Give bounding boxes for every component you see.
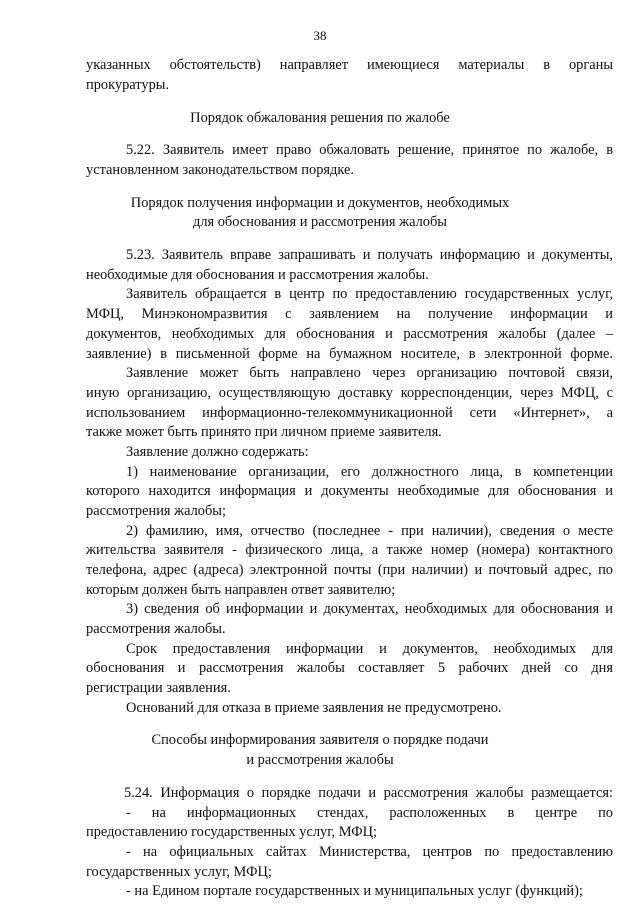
- text-line: которого находится информация и документы необходимые для обоснования и: [86, 483, 613, 499]
- section-heading-line: и рассмотрения жалобы: [246, 752, 394, 768]
- text-line: указанных обстоятельств) направляет имеющиеся материалы в органы: [86, 57, 613, 73]
- text-line: - на информационных стендах, расположенных в центре по: [126, 805, 613, 821]
- text-line: регистрации заявления.: [86, 680, 231, 696]
- section-heading-line: для обоснования и рассмотрения жалобы: [193, 214, 447, 230]
- text-line: обоснования и рассмотрения жалобы составляет 5 рабочих дней со дня: [86, 660, 613, 676]
- text-line: Заявитель обращается в центр по предоставлению государственных услуг,: [126, 286, 613, 302]
- section-heading-line: Порядок получения информации и документов, необходимых: [130, 195, 510, 211]
- text-line: 1) наименование организации, его должностного лица, в компетенции: [126, 464, 613, 480]
- text-line: 5.24. Информация о порядке подачи и рассмотрения жалобы размещается:: [124, 785, 613, 801]
- section-heading-line: Способы информирования заявителя о порядке подачи: [151, 732, 489, 748]
- text-line: Заявление должно содержать:: [126, 444, 309, 460]
- text-line: иную организацию, осуществляющую доставку корреспонденции, через МФЦ, с: [86, 385, 613, 401]
- text-line: которым должен быть направлен ответ заявителю;: [86, 582, 396, 598]
- text-line: рассмотрения жалобы;: [86, 503, 226, 519]
- text-line: 5.22. Заявитель имеет право обжаловать решение, принятое по жалобе, в: [126, 142, 613, 158]
- text-line: - на Едином портале государственных и муниципальных услуг (функций);: [126, 883, 583, 899]
- text-line: Срок предоставления информации и документов, необходимых для: [126, 641, 613, 657]
- text-line: рассмотрения жалобы.: [86, 621, 226, 637]
- section-heading-line: Порядок обжалования решения по жалобе: [190, 110, 450, 126]
- text-line: 2) фамилию, имя, отчество (последнее - при наличии), сведения о месте: [126, 523, 613, 539]
- text-line: использованием информационно-телекоммуникационной сети «Интернет», а: [86, 405, 613, 421]
- text-line: МФЦ, Минэкономразвития с заявлением на получение информации и: [86, 306, 613, 322]
- text-line: необходимые для обоснования и рассмотрения жалобы.: [86, 267, 429, 283]
- text-line: документов, необходимых для обоснования и рассмотрения жалобы (далее –: [86, 326, 613, 342]
- text-line: Оснований для отказа в приеме заявления не предусмотрено.: [126, 700, 502, 716]
- text-line: 3) сведения об информации и документах, необходимых для обоснования и: [126, 601, 613, 617]
- text-line: - на официальных сайтах Министерства, центров по предоставлению: [126, 844, 613, 860]
- text-line: предоставлению государственных услуг, МФЦ;: [86, 824, 378, 840]
- text-line: государственных услуг, МФЦ;: [86, 864, 272, 880]
- text-line: 5.23. Заявитель вправе запрашивать и получать информацию и документы,: [126, 247, 613, 263]
- text-line: Заявление может быть направлено через организацию почтовой связи,: [126, 365, 613, 381]
- text-line: заявление) в письменной форме на бумажном носителе, в электронной форме.: [86, 346, 613, 362]
- text-line: телефона, адрес (адреса) электронной почты (при наличии) и почтовый адрес, по: [86, 562, 613, 578]
- text-line: прокуратуры.: [86, 77, 170, 93]
- page-number: 38: [313, 28, 327, 43]
- text-line: установленном законодательством порядке.: [86, 162, 354, 178]
- text-line: также может быть принято при личном приеме заявителя.: [86, 424, 442, 440]
- text-line: жительства заявителя - физического лица, а также номер (номера) контактного: [86, 542, 613, 558]
